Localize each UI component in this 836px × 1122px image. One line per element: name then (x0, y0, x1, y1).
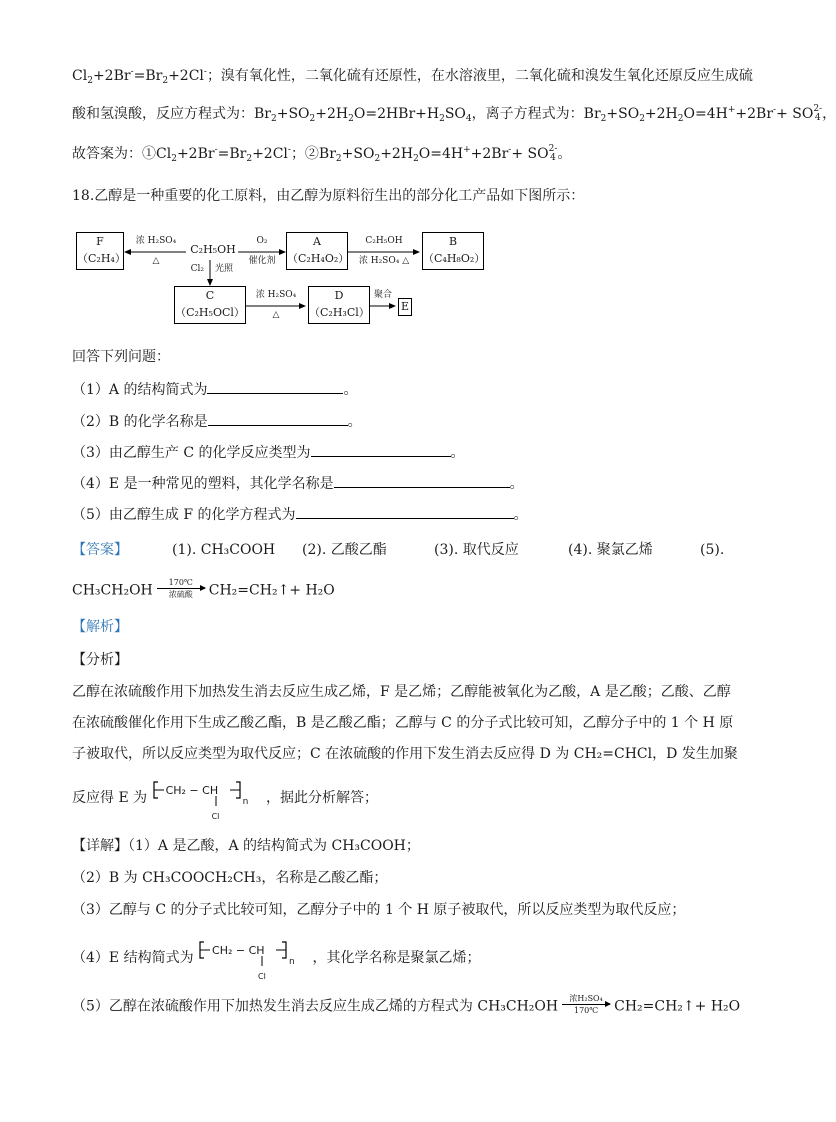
intro-line-2: 酸和氢溴酸，反应方程式为：$Br_2+SO_2+2H_2O=2HBr+H_2SO_4$，离子方程式为：$Br_2+SO_2+2H_2O=4H^++2Br^-+$ SO 2- 4 ， (72, 104, 836, 124)
analysis-label: 【解析】 (72, 619, 128, 635)
detail-line-3: （3）乙醇与 C 的分子式比较可知，乙醇分子中的 1 个 H 原子被取代，所以反应类型为取代反应； (72, 902, 686, 918)
answer-label: 【答案】 (72, 542, 128, 558)
cond-to-E-top: 聚合 (373, 290, 392, 300)
cond-to-D-top: 浓 H₂SO₄ (255, 290, 297, 300)
polymer-structure: CH₂ − CH n Cl (152, 780, 262, 816)
cond-to-D-bottom: △ (272, 310, 280, 320)
reaction-diagram (72, 228, 492, 328)
answer-row: 【答案】 (1). CH₃COOH (2). 乙酸乙酯 (3). 取代反应 (4). 聚氯乙烯 (5). (72, 542, 725, 558)
question-item-2: （2）B 的化学名称是 。 (72, 411, 362, 432)
box-F: F （C₂H₄） (76, 232, 124, 270)
detail-line-4: （4）E 结构简式为 CH₂ − CH n Cl ，其化学名称是聚氯乙烯； (72, 940, 480, 980)
question-prompt: 回答下列问题： (72, 349, 170, 365)
box-D: D （C₂H₃Cl） (308, 286, 370, 324)
arrow-to-D (246, 302, 306, 310)
intro-line-3: 故答案为：$①Cl_2+2Br^-=Br_2+2Cl^-$；$②Br_2+SO_2+2H_2O=4H^++2Br^-+$ SO 2- 4 。 (72, 144, 572, 164)
detail-line-1: 【详解】（1）A 是乙酸，A 的结构简式为 CH₃COOH； (72, 838, 420, 854)
ethanol-label: C₂H₅OH (190, 243, 236, 256)
question-item-1: （1）A 的结构简式为 。 (72, 379, 357, 400)
question-title: 18.乙醇是一种重要的化工原料，由乙醇为原料衍生出的部分化工产品如下图所示： (72, 188, 585, 204)
cond-to-F-top: 浓 H₂SO₄ (135, 236, 177, 246)
box-C: C （C₂H₅OCl） (174, 286, 246, 324)
cond-to-A-top: O₂ (256, 236, 268, 246)
question-item-4: （4）E 是一种常见的塑料，其化学名称是 。 (72, 473, 524, 494)
cond-to-B-bottom: 浓 H₂SO₄ △ (358, 256, 410, 266)
cond-to-F-bottom: △ (152, 256, 160, 266)
analysis-paragraph-4: 反应得 E 为 CH₂ − CH n Cl ，据此分析解答； (72, 780, 378, 820)
question-item-5: （5）由乙醇生成 F 的化学方程式为 。 (72, 504, 528, 525)
cond-to-A-bottom: 催化剂 (248, 256, 276, 266)
cond-to-C-left: Cl₂ (190, 264, 204, 274)
arrow-to-F (124, 248, 188, 256)
cond-to-B-top: C₂H₅OH (365, 236, 403, 246)
analysis-paragraph-2: 在浓硫酸催化作用下生成乙酸乙酯，B 是乙酸乙酯；乙醇与 C 的分子式比较可知，乙醇分子中的 1 个 H 原 (72, 715, 734, 731)
box-B: B （C₄H₈O₂） (422, 232, 484, 270)
analysis-sub-label: 【分析】 (72, 652, 128, 668)
arrow-to-B (348, 248, 420, 256)
box-E: E (398, 298, 412, 316)
analysis-paragraph-1: 乙醇在浓硫酸作用下加热发生消去反应生成乙烯，F 是乙烯；乙醇能被氧化为乙酸，A 是乙酸；乙酸、乙醇 (72, 684, 731, 700)
box-A: A （C₂H₄O₂） (286, 232, 348, 270)
analysis-paragraph-3: 子被取代，所以反应类型为取代反应；C 在浓硫酸的作用下发生消去反应得 D 为 CH₂=CHCl，D 发生加聚 (72, 746, 738, 762)
polymer-structure-2: CH₂ − CH n Cl (198, 940, 308, 976)
arrow-to-E (370, 302, 396, 310)
answer-equation: CH₃CH₂OH 170℃ 浓硫酸 CH₂=CH₂↑+ H₂O (72, 578, 335, 599)
arrow-to-C (206, 260, 214, 286)
detail-line-2: （2）B 为 CH₃COOCH₂CH₃，名称是乙酸乙酯； (72, 870, 388, 886)
intro-line-1: $Cl_2+2Br^-=Br_2+2Cl^-$；溴有氧化性，二氧化硫有还原性，在水溶液里，二氧化硫和溴发生氧化还原反应生成硫 (72, 67, 753, 86)
arrow-to-A (238, 248, 286, 256)
cond-to-C-right: 光照 (215, 264, 234, 274)
detail-line-5: （5）乙醇在浓硫酸作用下加热发生消去反应生成乙烯的方程式为 CH₃CH₂OH 浓H₂SO₄ 170℃ CH₂=CH₂↑+ H₂O (72, 994, 741, 1015)
question-item-3: （3）由乙醇生产 C 的化学反应类型为 。 (72, 442, 465, 463)
